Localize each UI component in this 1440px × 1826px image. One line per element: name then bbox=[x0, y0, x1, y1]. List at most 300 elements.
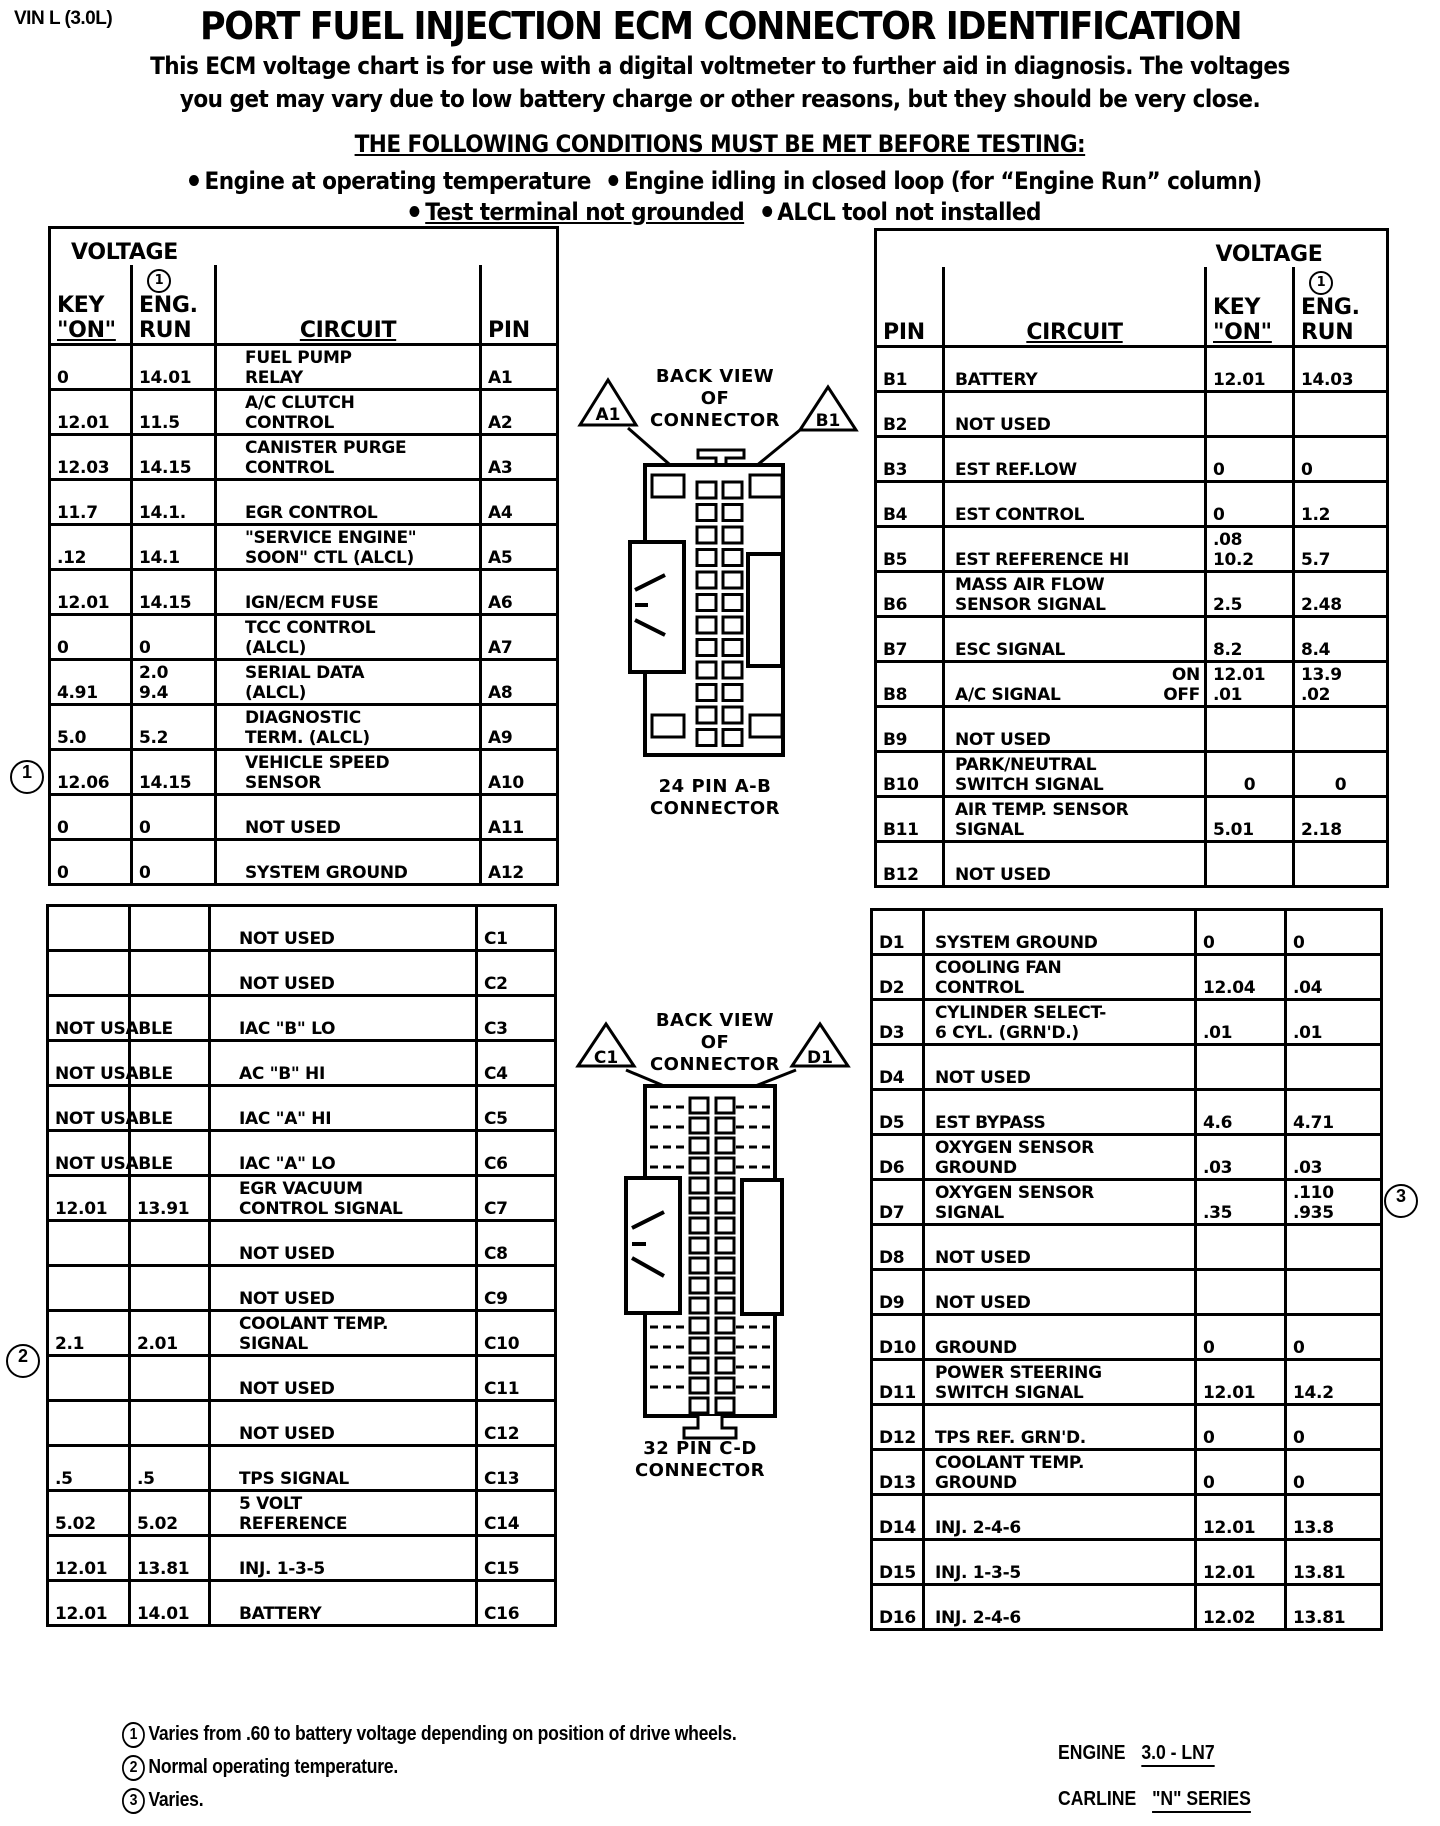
engine-info bbox=[1058, 1730, 1251, 1822]
connector-pin bbox=[697, 595, 716, 611]
pin-id: C3 bbox=[477, 996, 556, 1041]
table-row bbox=[48, 1041, 556, 1086]
connector-pin bbox=[716, 1178, 734, 1193]
key-on-value: 12.01 bbox=[1196, 1360, 1286, 1405]
table-row bbox=[876, 572, 1388, 617]
circuit-name: EGR VACUUM CONTROL SIGNAL bbox=[210, 1176, 477, 1221]
connector-pin bbox=[690, 1238, 708, 1253]
circuit-name: NOT USED bbox=[944, 842, 1206, 887]
eng-run-value: .110 .935 bbox=[1286, 1180, 1382, 1225]
eng-run-value: 1.2 bbox=[1294, 482, 1388, 527]
tag-c1 bbox=[578, 1024, 634, 1068]
circuit-name: FUEL PUMP RELAY bbox=[216, 345, 481, 390]
condition-item: Engine at operating temperature bbox=[204, 167, 591, 195]
connector-cd-diagram bbox=[560, 1018, 860, 1448]
pin-id: B10 bbox=[876, 752, 944, 797]
circuit-name: NOT USED bbox=[210, 1401, 477, 1446]
tag-d1 bbox=[792, 1024, 848, 1068]
key-on-value: 0 bbox=[1196, 1315, 1286, 1360]
pin-id: C16 bbox=[484, 1604, 520, 1624]
key-on-value: 5.01 bbox=[1206, 797, 1294, 842]
table-row bbox=[876, 662, 1388, 707]
connector-pin bbox=[716, 1318, 734, 1333]
key-on-value bbox=[1196, 1045, 1286, 1090]
bullet-icon bbox=[762, 206, 772, 217]
key-on-value: 12.01 bbox=[50, 390, 132, 435]
table-row bbox=[872, 1540, 1382, 1585]
eng-run-value bbox=[130, 951, 210, 996]
intro-line: you get may vary due to low battery charge or other reasons, but they should be very close. bbox=[179, 85, 1261, 113]
eng-run-value: 0 bbox=[1286, 1450, 1382, 1495]
key-on-value: .03 bbox=[1196, 1135, 1286, 1180]
circuit-name: COOLANT TEMP. GROUND bbox=[924, 1450, 1196, 1495]
table-row bbox=[50, 480, 558, 525]
eng-run-value: 14.1. bbox=[132, 480, 216, 525]
circuit-name: EST REFERENCE HI bbox=[944, 527, 1206, 572]
pin-id: D11 bbox=[872, 1360, 924, 1405]
tag-b1 bbox=[800, 387, 856, 431]
carline-value: "N" SERIES bbox=[1152, 1788, 1251, 1810]
connector-pin bbox=[697, 685, 716, 701]
circuit-name: "SERVICE ENGINE" SOON" CTL (ALCL) bbox=[216, 525, 481, 570]
table-row bbox=[872, 1450, 1382, 1495]
note-3-marker: 3 bbox=[1384, 1184, 1418, 1218]
circuit-name: IAC "A" LO bbox=[210, 1131, 477, 1176]
eng-run-value: .01 bbox=[1286, 1000, 1382, 1045]
table-row bbox=[872, 1405, 1382, 1450]
connector-pin bbox=[697, 527, 716, 543]
key-on-value: .5 bbox=[48, 1446, 130, 1491]
key-on-value: 0 bbox=[50, 345, 132, 390]
key-on-value bbox=[1206, 392, 1294, 437]
connector-pin bbox=[690, 1198, 708, 1213]
table-row bbox=[48, 1536, 556, 1581]
table-a-header bbox=[50, 228, 558, 266]
pin-id: C10 bbox=[477, 1311, 556, 1356]
pin-id: D1 bbox=[872, 910, 924, 955]
eng-run-value: 14.15 bbox=[132, 750, 216, 795]
connector-pin bbox=[697, 662, 716, 678]
condition-item: Test terminal not grounded bbox=[425, 198, 745, 226]
pin-header: PIN bbox=[876, 267, 944, 347]
table-row bbox=[876, 392, 1388, 437]
circuit-name: SYSTEM GROUND bbox=[924, 910, 1196, 955]
eng-run-value: 0 bbox=[132, 795, 216, 840]
table-row bbox=[50, 795, 558, 840]
state-label: ON bbox=[1171, 665, 1200, 685]
table-row bbox=[50, 660, 558, 705]
table-row bbox=[50, 345, 558, 390]
pin-id: D8 bbox=[872, 1225, 924, 1270]
eng-run-value: 5.7 bbox=[1294, 527, 1388, 572]
footnote-3: 3 Varies. bbox=[122, 1784, 736, 1817]
circuit-name: POWER STEERING SWITCH SIGNAL bbox=[924, 1360, 1196, 1405]
connector-pin bbox=[697, 550, 716, 566]
eng-run-value: .03 bbox=[1286, 1135, 1382, 1180]
connector-pin bbox=[690, 1138, 708, 1153]
key-on-value: 4.6 bbox=[1196, 1090, 1286, 1135]
eng-run-value: 14.01 bbox=[132, 345, 216, 390]
connector-ab-diagram bbox=[560, 370, 860, 770]
pin-id: B11 bbox=[876, 797, 944, 842]
table-row bbox=[876, 527, 1388, 572]
connector-pin bbox=[716, 1218, 734, 1233]
svg-text:B1: B1 bbox=[815, 411, 841, 431]
table-row bbox=[48, 906, 556, 951]
eng-run-value: 13.9 .02 bbox=[1294, 662, 1388, 707]
table-row bbox=[876, 437, 1388, 482]
key-on-value: 12.01 .01 bbox=[1206, 662, 1294, 707]
circuit-name: SYSTEM GROUND bbox=[216, 840, 481, 885]
eng-run-value: .5 bbox=[130, 1446, 210, 1491]
eng-run-value: 0 bbox=[132, 615, 216, 660]
pin-id: A7 bbox=[481, 615, 558, 660]
circuit-name: NOT USED bbox=[216, 795, 481, 840]
vin-label: VIN L (3.0L) bbox=[14, 8, 113, 29]
pin-id: A8 bbox=[481, 660, 558, 705]
connector-pin bbox=[716, 1198, 734, 1213]
circuit-header: CIRCUIT bbox=[944, 267, 1206, 347]
key-on-value bbox=[48, 1356, 130, 1401]
eng-run-value: 14.2 bbox=[1286, 1360, 1382, 1405]
pin-id: B2 bbox=[876, 392, 944, 437]
table-row bbox=[872, 1585, 1382, 1630]
connector-ab-caption: 24 PIN A-B CONNECTOR bbox=[649, 776, 781, 819]
eng-run-value bbox=[1294, 392, 1388, 437]
connector-pin bbox=[716, 1098, 734, 1113]
key-on-value bbox=[1206, 842, 1294, 887]
key-on-value: .35 bbox=[1196, 1180, 1286, 1225]
eng-run-value: 8.4 bbox=[1294, 617, 1388, 662]
footnote-2: 2 Normal operating temperature. bbox=[122, 1751, 736, 1784]
pin-id: B12 bbox=[876, 842, 944, 887]
connector-pin bbox=[690, 1118, 708, 1133]
pin-id: D4 bbox=[872, 1045, 924, 1090]
table-row bbox=[872, 1495, 1382, 1540]
table-row bbox=[48, 1221, 556, 1266]
connector-pin bbox=[723, 482, 742, 498]
circuit-name: COOLING FAN CONTROL bbox=[924, 955, 1196, 1000]
footnotes bbox=[122, 1718, 820, 1817]
connector-pin bbox=[690, 1278, 708, 1293]
pin-id: D6 bbox=[872, 1135, 924, 1180]
eng-run-header: 1 ENG. RUN bbox=[132, 265, 216, 345]
table-row bbox=[48, 1176, 556, 1221]
key-on-value: NOT USABLE bbox=[48, 1086, 130, 1131]
table-row bbox=[872, 1360, 1382, 1405]
key-on-value: 8.2 bbox=[1206, 617, 1294, 662]
connector-pin bbox=[716, 1158, 734, 1173]
connector-pin bbox=[697, 707, 716, 723]
connector-pin bbox=[716, 1298, 734, 1313]
connector-pin bbox=[716, 1338, 734, 1353]
circuit-name: NOT USED bbox=[210, 1356, 477, 1401]
table-row bbox=[50, 525, 558, 570]
condition-item: Engine idling in closed loop (for “Engine Run” column) bbox=[623, 167, 1262, 195]
connector-pin bbox=[690, 1098, 708, 1113]
eng-run-value bbox=[1286, 1270, 1382, 1315]
connector-pin bbox=[723, 707, 742, 723]
key-on-value bbox=[1196, 1270, 1286, 1315]
eng-run-value bbox=[1294, 707, 1388, 752]
table-row bbox=[876, 752, 1388, 797]
pin-id: A9 bbox=[481, 705, 558, 750]
pin-id: C8 bbox=[477, 1221, 556, 1266]
circuit-name: PARK/NEUTRAL SWITCH SIGNAL bbox=[944, 752, 1206, 797]
pin-id: C14 bbox=[477, 1491, 556, 1536]
key-on-value bbox=[48, 1221, 130, 1266]
connector-pin bbox=[690, 1358, 708, 1373]
circuit-name: NOT USED bbox=[924, 1225, 1196, 1270]
eng-run-value: 0 bbox=[1294, 752, 1388, 797]
key-on-value: 0 bbox=[50, 615, 132, 660]
connector-ab-heading: BACK VIEW OF CONNECTOR bbox=[649, 366, 781, 431]
pin-id: A1 bbox=[481, 345, 558, 390]
intro-line: This ECM voltage chart is for use with a digital voltmeter to further aid in diagnosis. The voltages bbox=[150, 52, 1290, 80]
conditions-title bbox=[0, 130, 1440, 158]
connector-pin bbox=[697, 730, 716, 746]
circuit-name: CANISTER PURGE CONTROL bbox=[216, 435, 481, 480]
eng-run-value: .04 bbox=[1286, 955, 1382, 1000]
pin-id: D15 bbox=[872, 1540, 924, 1585]
key-on-value: 0 bbox=[50, 795, 132, 840]
circuit-name: TPS REF. GRN'D. bbox=[924, 1405, 1196, 1450]
circuit-name: IGN/ECM FUSE bbox=[216, 570, 481, 615]
key-on-value bbox=[48, 906, 130, 951]
key-on-value: NOT USABLE bbox=[48, 1131, 130, 1176]
eng-run-value: 13.8 bbox=[1286, 1495, 1382, 1540]
eng-run-value: 13.81 bbox=[1293, 1608, 1346, 1628]
key-on-value: 0 bbox=[1206, 752, 1294, 797]
key-on-value: 0 bbox=[1196, 1405, 1286, 1450]
key-on-value: 12.06 bbox=[50, 750, 132, 795]
connector-pin bbox=[690, 1378, 708, 1393]
circuit-name: INJ. 1-3-5 bbox=[924, 1540, 1196, 1585]
table-row bbox=[876, 347, 1388, 392]
key-on-header: KEY "ON" bbox=[50, 265, 132, 345]
table-row bbox=[872, 1045, 1382, 1090]
circuit-name: TCC CONTROL (ALCL) bbox=[216, 615, 481, 660]
pin-id: A2 bbox=[481, 390, 558, 435]
eng-run-value bbox=[1286, 1225, 1382, 1270]
table-row bbox=[48, 1356, 556, 1401]
eng-run-value: 13.81 bbox=[130, 1536, 210, 1581]
table-row bbox=[48, 1086, 556, 1131]
key-on-value: 12.04 bbox=[1196, 955, 1286, 1000]
eng-run-value: 13.91 bbox=[130, 1176, 210, 1221]
pin-id: C2 bbox=[477, 951, 556, 996]
key-on-value bbox=[48, 951, 130, 996]
connector-pin bbox=[723, 662, 742, 678]
pin-id: A12 bbox=[488, 863, 524, 883]
svg-text:A1: A1 bbox=[595, 405, 621, 425]
pin-id: C7 bbox=[477, 1176, 556, 1221]
circuit-name: INJ. 1-3-5 bbox=[210, 1536, 477, 1581]
table-b-pins bbox=[874, 228, 1389, 888]
circuit-name: NOT USED bbox=[924, 1045, 1196, 1090]
circuit-name: EST REF.LOW bbox=[944, 437, 1206, 482]
pin-id: C5 bbox=[477, 1086, 556, 1131]
table-b-header bbox=[876, 267, 1388, 347]
eng-run-value: 0 bbox=[1294, 437, 1388, 482]
connector-pin bbox=[716, 1138, 734, 1153]
conditions-title-text: THE FOLLOWING CONDITIONS MUST BE MET BEFORE TESTING: bbox=[354, 130, 1086, 158]
note-1-marker: 1 bbox=[1309, 271, 1333, 295]
key-on-value: .01 bbox=[1196, 1000, 1286, 1045]
key-on-value: 2.1 bbox=[48, 1311, 130, 1356]
key-on-value: NOT USABLE bbox=[48, 996, 130, 1041]
eng-run-header: 1 ENG. RUN bbox=[1294, 267, 1388, 347]
pin-id: B4 bbox=[876, 482, 944, 527]
circuit-name: SERIAL DATA (ALCL) bbox=[216, 660, 481, 705]
table-row bbox=[872, 1000, 1382, 1045]
circuit-name: NOT USED bbox=[210, 951, 477, 996]
eng-run-value: 14.15 bbox=[132, 435, 216, 480]
connector-pin bbox=[716, 1378, 734, 1393]
key-on-value: 0 bbox=[1196, 1450, 1286, 1495]
circuit-name: NOT USED bbox=[944, 392, 1206, 437]
key-on-value bbox=[1206, 707, 1294, 752]
note-1-marker: 1 bbox=[147, 269, 171, 293]
circuit-name: AC "B" HI bbox=[210, 1041, 477, 1086]
table-row bbox=[48, 996, 556, 1041]
table-row bbox=[48, 1311, 556, 1356]
page-title: PORT FUEL INJECTION ECM CONNECTOR IDENTIFICATION bbox=[200, 4, 1242, 48]
table-row bbox=[48, 1581, 556, 1626]
eng-run-value: 4.71 bbox=[1286, 1090, 1382, 1135]
connector-pin bbox=[716, 1118, 734, 1133]
pin-id: A5 bbox=[481, 525, 558, 570]
connector-pin bbox=[723, 640, 742, 656]
circuit-name: COOLANT TEMP. SIGNAL bbox=[210, 1311, 477, 1356]
connector-pin bbox=[723, 595, 742, 611]
table-row bbox=[876, 617, 1388, 662]
table-row bbox=[872, 1090, 1382, 1135]
circuit-header: CIRCUIT bbox=[216, 265, 481, 345]
voltage-heading: VOLTAGE bbox=[71, 240, 179, 265]
pin-id: C6 bbox=[477, 1131, 556, 1176]
circuit-name: NOT USED bbox=[210, 906, 477, 951]
connector-pin bbox=[697, 617, 716, 633]
eng-run-value: 13.81 bbox=[1286, 1540, 1382, 1585]
connector-pin bbox=[723, 527, 742, 543]
eng-run-value: 2.48 bbox=[1294, 572, 1388, 617]
connector-pin bbox=[690, 1218, 708, 1233]
pin-id: C12 bbox=[477, 1401, 556, 1446]
eng-run-value: 14.15 bbox=[132, 570, 216, 615]
key-on-value: 5.0 bbox=[50, 705, 132, 750]
circuit-name: ON A/C SIGNAL OFF bbox=[944, 662, 1206, 707]
table-row bbox=[872, 910, 1382, 955]
circuit-name: VEHICLE SPEED SENSOR bbox=[216, 750, 481, 795]
table-row bbox=[50, 840, 558, 885]
key-on-value: 12.01 bbox=[48, 1176, 130, 1221]
condition-item: ALCL tool not installed bbox=[777, 198, 1041, 226]
eng-run-value: 0 bbox=[1286, 1405, 1382, 1450]
circuit-name: EGR CONTROL bbox=[216, 480, 481, 525]
connector-pin bbox=[697, 482, 716, 498]
table-row bbox=[48, 1491, 556, 1536]
key-on-value: 12.01 bbox=[1196, 1495, 1286, 1540]
circuit-name: EST CONTROL bbox=[944, 482, 1206, 527]
voltage-heading: VOLTAGE bbox=[1215, 242, 1323, 267]
circuit-name: IAC "A" HI bbox=[210, 1086, 477, 1131]
pin-id: C9 bbox=[477, 1266, 556, 1311]
table-c-pins bbox=[46, 904, 557, 1627]
conditions-list bbox=[0, 166, 1440, 228]
state-label: OFF bbox=[1163, 685, 1200, 705]
connector-pin bbox=[697, 505, 716, 521]
eng-run-value: 0 bbox=[132, 840, 216, 885]
circuit-name: BATTERY bbox=[210, 1581, 477, 1626]
pin-id: D14 bbox=[872, 1495, 924, 1540]
pin-id: B3 bbox=[876, 437, 944, 482]
connector-pin bbox=[690, 1398, 708, 1413]
pin-id: D13 bbox=[872, 1450, 924, 1495]
bullet-icon bbox=[609, 175, 619, 186]
key-on-value: 12.01 bbox=[50, 570, 132, 615]
key-on-header: KEY "ON" bbox=[1206, 267, 1294, 347]
pin-header: PIN bbox=[481, 265, 558, 345]
key-on-value: 12.01 bbox=[48, 1581, 130, 1626]
circuit-name: NOT USED bbox=[210, 1266, 477, 1311]
pin-id: A4 bbox=[481, 480, 558, 525]
table-row bbox=[50, 435, 558, 480]
table-row bbox=[872, 1135, 1382, 1180]
pin-id: C15 bbox=[477, 1536, 556, 1581]
engine-value: 3.0 - LN7 bbox=[1141, 1742, 1215, 1764]
connector-pin bbox=[723, 685, 742, 701]
engine-row: ENGINE 3.0 - LN7 bbox=[1058, 1742, 1215, 1764]
connector-pin bbox=[723, 730, 742, 746]
note-1-marker: 1 bbox=[10, 760, 44, 794]
pin-id: A3 bbox=[481, 435, 558, 480]
eng-run-value bbox=[130, 906, 210, 951]
key-on-value: 0 bbox=[50, 840, 132, 885]
table-a-pins bbox=[48, 226, 559, 886]
eng-run-value: 11.5 bbox=[132, 390, 216, 435]
table-b-header bbox=[876, 230, 1388, 268]
pin-id: B1 bbox=[876, 347, 944, 392]
circuit-name: MASS AIR FLOW SENSOR SIGNAL bbox=[944, 572, 1206, 617]
circuit-name: IAC "B" LO bbox=[210, 996, 477, 1041]
table-row bbox=[48, 1266, 556, 1311]
circuit-name: ESC SIGNAL bbox=[944, 617, 1206, 662]
table-row bbox=[50, 390, 558, 435]
eng-run-value bbox=[1294, 842, 1388, 887]
eng-run-value bbox=[130, 1221, 210, 1266]
note-2-marker: 2 bbox=[6, 1344, 40, 1378]
pin-id: B5 bbox=[876, 527, 944, 572]
connector-pin bbox=[690, 1158, 708, 1173]
key-on-value: 12.02 bbox=[1196, 1585, 1286, 1630]
key-on-value: 0 bbox=[1206, 437, 1294, 482]
circuit-name: AIR TEMP. SENSOR SIGNAL bbox=[944, 797, 1206, 842]
table-row bbox=[872, 1180, 1382, 1225]
key-on-value: NOT USABLE bbox=[48, 1041, 130, 1086]
connector-pin bbox=[697, 640, 716, 656]
tag-a1 bbox=[580, 380, 636, 425]
table-row bbox=[872, 1315, 1382, 1360]
key-on-value: .08 10.2 bbox=[1206, 527, 1294, 572]
pin-id: A10 bbox=[481, 750, 558, 795]
table-row bbox=[876, 797, 1388, 842]
pin-id: A6 bbox=[481, 570, 558, 615]
circuit-name: 5 VOLT REFERENCE bbox=[210, 1491, 477, 1536]
pin-id: D9 bbox=[872, 1270, 924, 1315]
eng-run-value: 5.02 bbox=[130, 1491, 210, 1536]
connector-pin bbox=[716, 1278, 734, 1293]
